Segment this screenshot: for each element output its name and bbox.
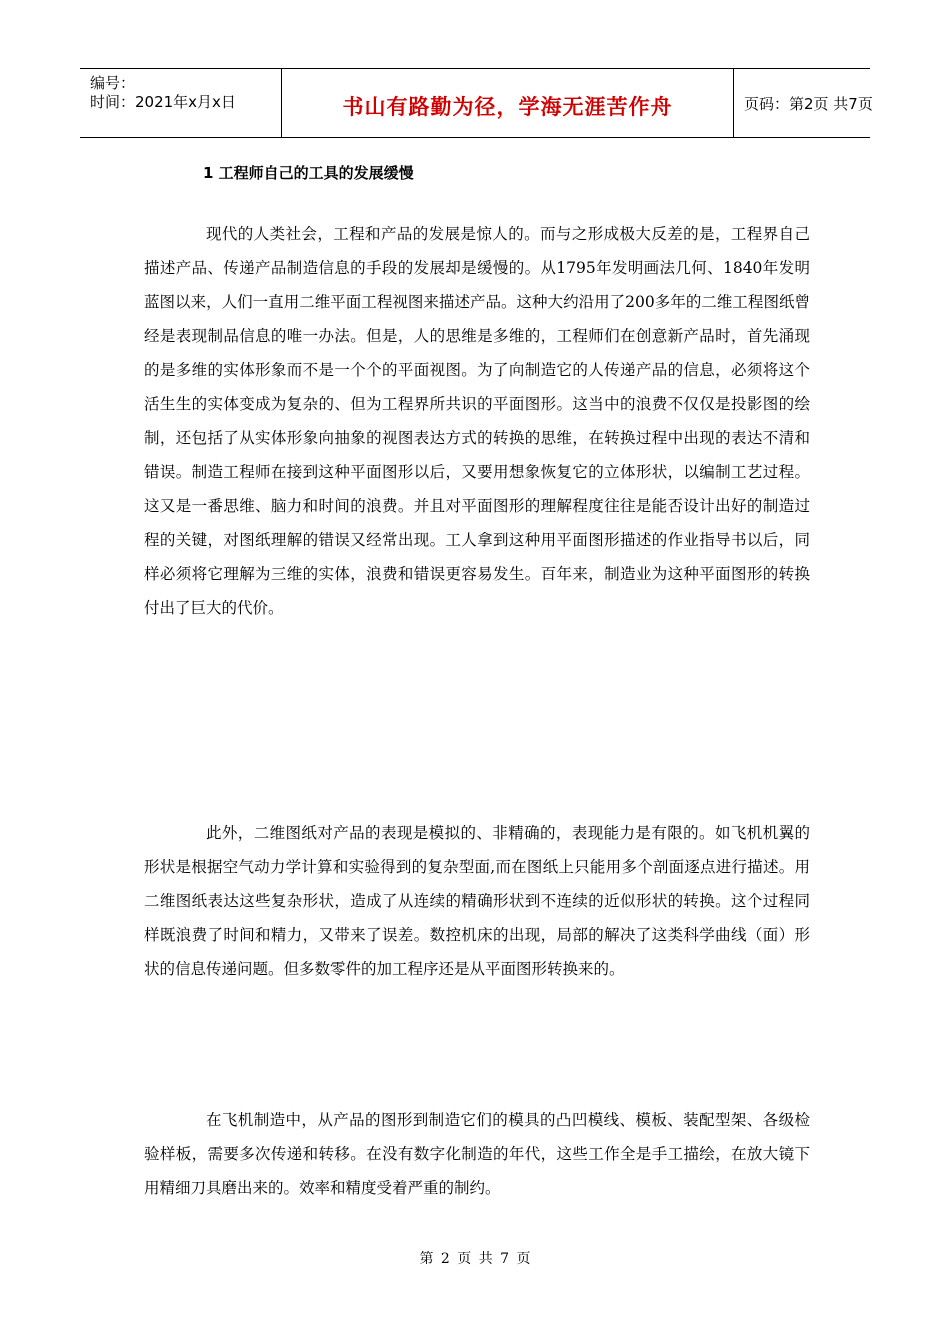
body-paragraph: 在飞机制造中，从产品的图形到制造它们的模具的凸凹模线、模板、装配型架、各级检验样板，需要多次传递和转移。在没有数字化制造的年代，这些工作全是手工描绘，在放大镜下用精细刀具磨出来的。效率和精度受着严重的制约。 xyxy=(144,1111,810,1197)
document-number-label: 编号： xyxy=(90,74,136,92)
page-footer: 第 2 页 共 7 页 xyxy=(419,1251,531,1267)
header-motto-cell xyxy=(282,69,734,137)
header-page-info: 页码：第2页 共7页 xyxy=(744,95,873,113)
header-meta-cell xyxy=(80,69,282,137)
body-paragraph: 此外，二维图纸对产品的表现是模拟的、非精确的，表现能力是有限的。如飞机机翼的形状是根据空气动力学计算和实验得到的复杂型面,而在图纸上只能用多个剖面逐点进行描述。用二维图纸表达这些复杂形状，造成了从连续的精确形状到不连续的近似形状的转换。这个过程同样既浪费了时间和精力，又带来了误差。数控机床的出现，局部的解决了这类科学曲线（面）形状的信息传递问题。但多数零件的加工程序还是从平面图形转换来的。 xyxy=(144,824,810,978)
body-paragraph: 现代的人类社会，工程和产品的发展是惊人的。而与之形成极大反差的是，工程界自己描述产品、传递产品制造信息的手段的发展却是缓慢的。从1795年发明画法几何、1840年发明蓝图以来，人们一直用二维平面工程视图来描述产品。这种大约沿用了200多年的二维工程图纸曾经是表现制品信息的唯一办法。但是，人的思维是多维的，工程师们在创意新产品时，首先涌现的是多维的实体形象而不是一个个的平面视图。为了向制造它的人传递产品的信息，必须将这个活生生的实体变成为复杂的、但为工程界所共识的平面图形。这当中的浪费不仅仅是投影图的绘制，还包括了从实体形象向抽象的视图表达方式的转换的思维，在转换过程中出现的表达不清和错误。制造工程师在接到这种平面图形以后，又要用想象恢复它的立体形状，以编制工艺过程。这又是一番思维、脑力和时间的浪费。并且对平面图形的理解程度往往是能否设计出好的制造过程的关键，对图纸理解的错误又经常出现。工人拿到这种用平面图形描述的作业指导书以后，同样必须将它理解为三维的实体，浪费和错误更容易发生。百年来，制造业为这种平面图形的转换付出了巨大的代价。 xyxy=(144,225,810,617)
header-page-cell xyxy=(734,69,873,137)
section-heading: 1 工程师自己的工具的发展缓慢 xyxy=(203,164,414,182)
header-motto: 书山有路勤为径，学海无涯苦作舟 xyxy=(342,95,673,119)
document-date: 时间：2021年x月x日 xyxy=(90,93,236,111)
document-header xyxy=(80,68,873,138)
